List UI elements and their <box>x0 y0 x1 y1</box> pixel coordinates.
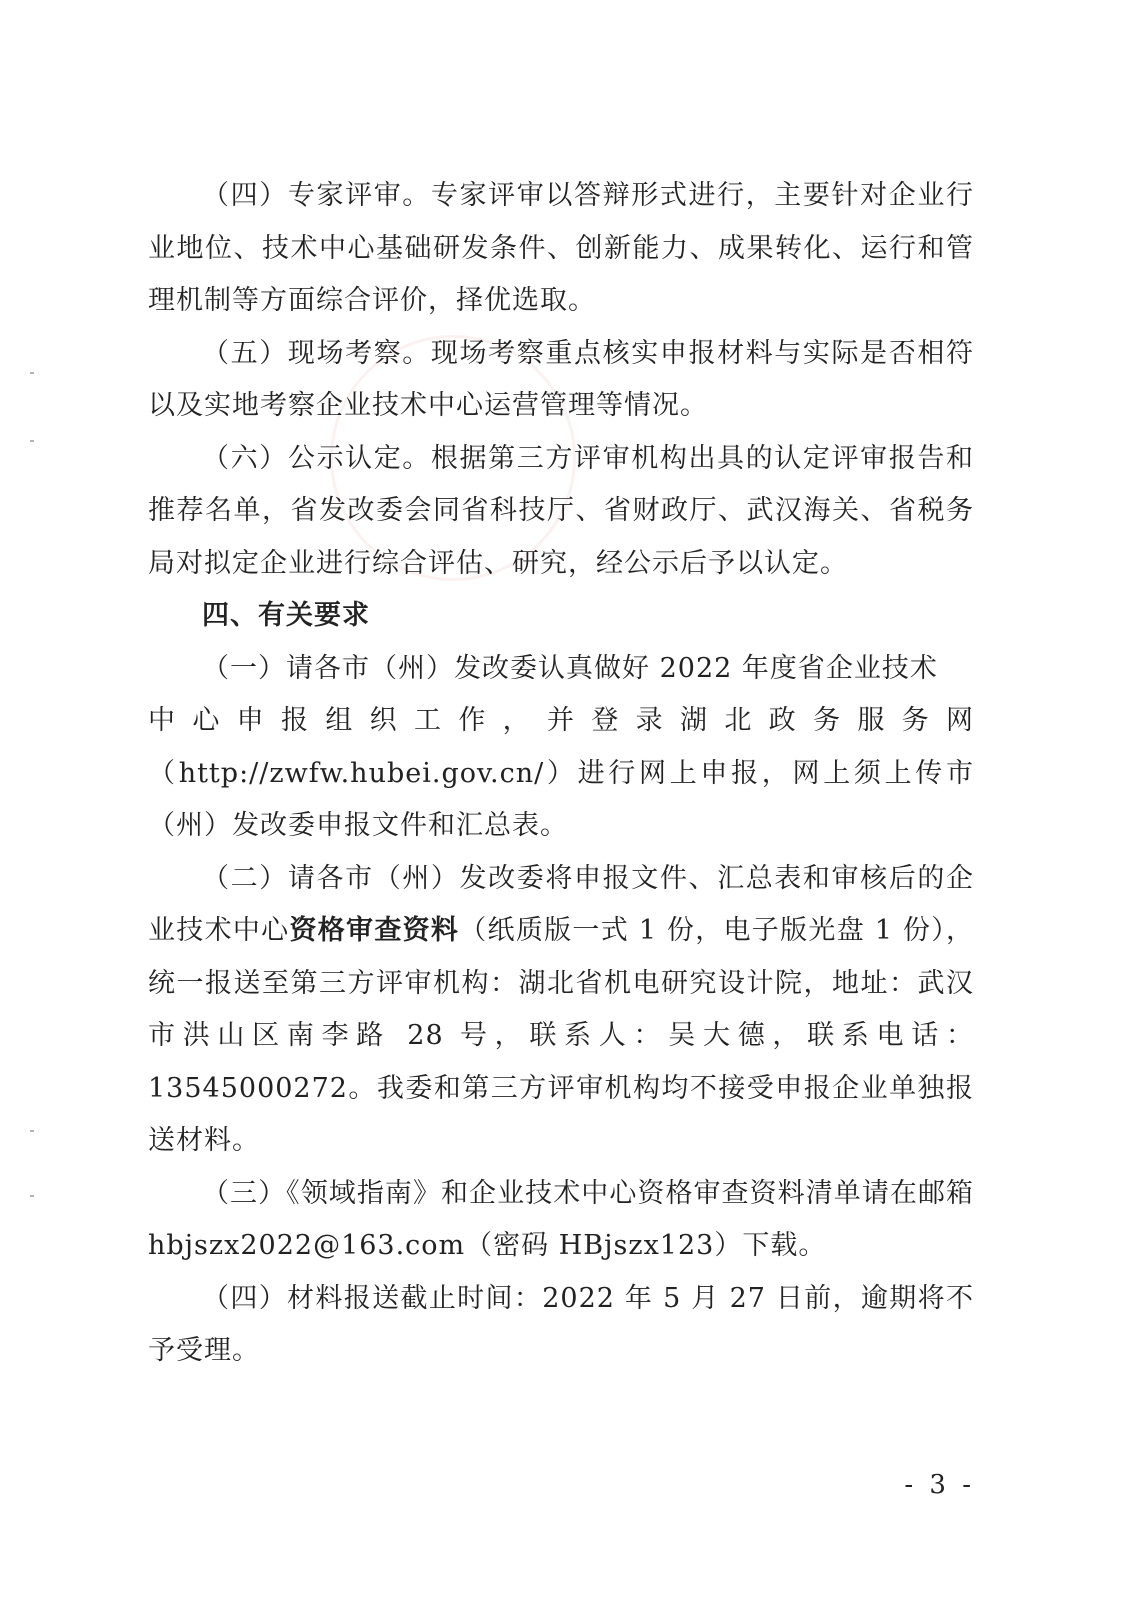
margin-mark <box>30 1130 34 1132</box>
paragraph-line: （一）请各市（州）发改委认真做好 2022 年度省企业技术 <box>202 652 938 684</box>
paragraph-submission <box>148 853 974 1168</box>
paragraph-deadline: （四）材料报送截止时间：2022 年 5 月 27 日前，逾期将不予受理。 <box>148 1282 974 1366</box>
text-span: （二）请各市（州）发改委将申报文件、汇总表和审核后的企业技术中心 <box>148 862 974 946</box>
paragraph-expert-review: （四）专家评审。专家评审以答辩形式进行，主要针对企业行业地位、技术中心基础研发条件、创新能力、成果转化、运行和管理机制等方面综合评价，择优选取。 <box>148 180 974 316</box>
section-heading-requirements: 四、有关要求 <box>202 600 370 631</box>
margin-mark <box>30 372 34 374</box>
paragraph-online-application <box>148 643 974 853</box>
text-span: （纸质版一式 1 份，电子版光盘 1 份），统一报送至第三方评审机构：湖北省机电研究设计院，地址：武汉市洪山区南李路 28 号，联系人：吴大德，联系电话：13545000272。我委和第三方评审机构均不接受申报企业单独报送材料。 <box>148 915 975 1156</box>
paragraph-line: （http://zwfw.hubei.gov.cn/）进行网上申报，网上须上传市（州）发改委申报文件和汇总表。 <box>148 757 974 841</box>
margin-mark <box>30 1195 34 1197</box>
paragraph-site-inspection: （五）现场考察。现场考察重点核实申报材料与实际是否相符以及实地考察企业技术中心运营管理等情况。 <box>148 337 974 421</box>
bold-text: 资格审查资料 <box>289 915 460 946</box>
document-body <box>148 170 974 1378</box>
page-number: - 3 - <box>904 1470 975 1500</box>
paragraph-publicity: （六）公示认定。根据第三方评审机构出具的认定评审报告和推荐名单，省发改委会同省科技厅、省财政厅、武汉海关、省税务局对拟定企业进行综合评估、研究，经公示后予以认定。 <box>148 442 974 579</box>
margin-mark <box>30 440 34 442</box>
paragraph-line-spaced: 中心申报组织工作，并登录湖北政务服务网 <box>148 705 974 736</box>
paragraph-download: （三）《领域指南》和企业技术中心资格审查资料清单请在邮箱 hbjszx2022@163.com（密码 HBjszx123）下载。 <box>148 1177 974 1261</box>
